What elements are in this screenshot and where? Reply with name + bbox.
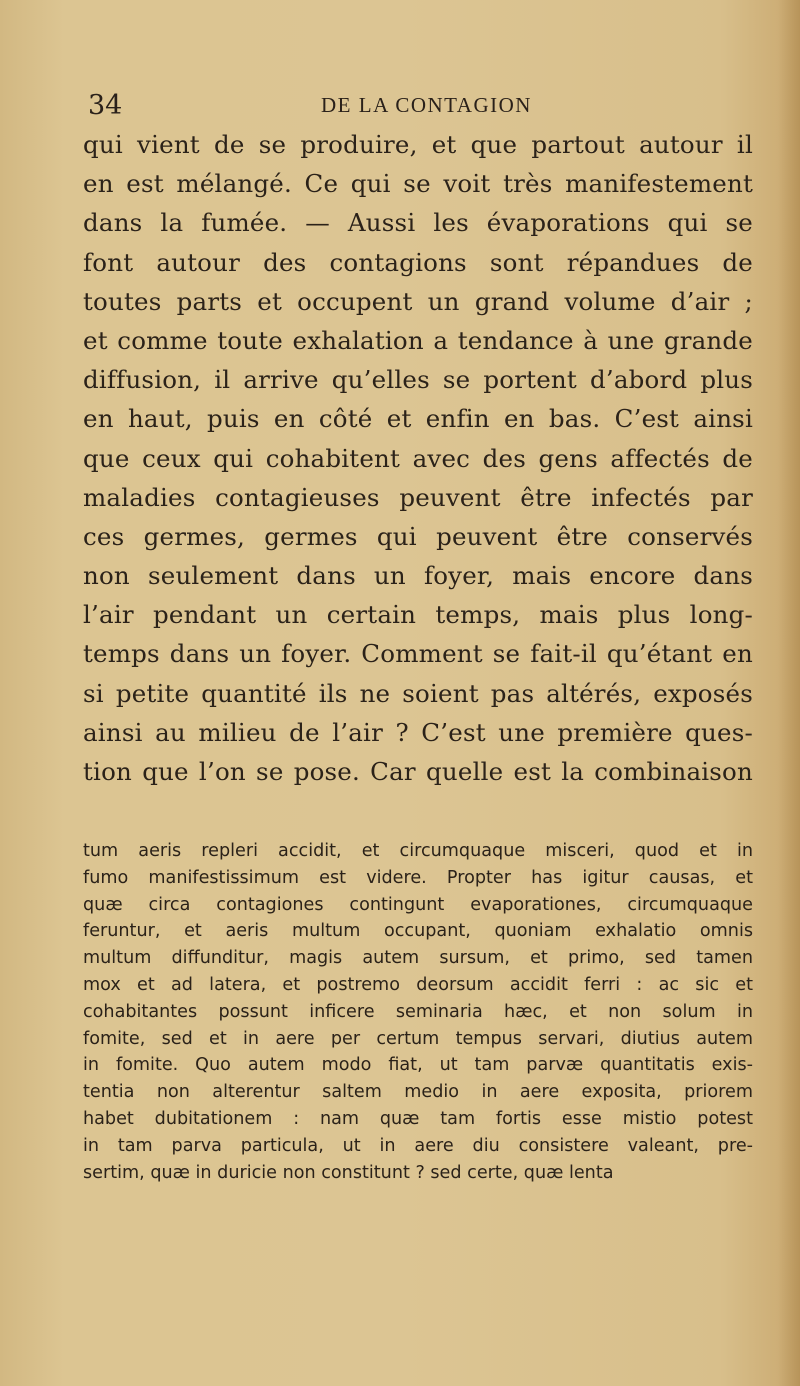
latin-footnote (83, 838, 753, 1186)
main-text-body (83, 125, 753, 791)
body-line: ces germes, germes qui peuvent être conservés (83, 521, 753, 551)
footnote-line: fumo manifestissimum est videre. Propter has igitur causas, et (83, 867, 753, 888)
body-line: l’air pendant un certain temps, mais plus long- (83, 600, 753, 630)
footnote-line: feruntur, et aeris multum occupant, quoniam exhalatio omnis (83, 921, 753, 942)
running-title: DE LA CONTAGION (321, 93, 532, 117)
body-line: que ceux qui cohabitent avec des gens affectés de (83, 443, 753, 473)
running-head (88, 90, 748, 130)
body-line: diffusion, il arrive qu’elles se portent d’abord plus (83, 365, 753, 395)
footnote-line: in tam parva particula, ut in aere diu consistere valeant, pre- (83, 1135, 753, 1156)
footnote-line: tentia non alterentur saltem medio in aere exposita, priorem (83, 1082, 753, 1103)
body-line: en haut, puis en côté et enfin en bas. C’est ainsi (83, 404, 753, 434)
body-line: font autour des contagions sont répandues de (83, 247, 753, 277)
footnote-line: mox et ad latera, et postremo deorsum accidit ferri : ac sic et (83, 974, 753, 995)
body-line: toutes parts et occupent un grand volume d’air ; (83, 286, 753, 316)
page-edge-shadow (778, 0, 800, 1386)
body-line: maladies contagieuses peuvent être infectés par (83, 482, 753, 512)
footnote-line: cohabitantes possunt inficere seminaria hæc, et non solum in (83, 1001, 753, 1022)
footnote-line: fomite, sed et in aere per certum tempus servari, diutius autem (83, 1028, 753, 1049)
body-line: en est mélangé. Ce qui se voit très manifestement (83, 169, 753, 199)
body-line: si petite quantité ils ne soient pas altérés, exposés (83, 678, 753, 708)
footnote-line: quæ circa contagiones contingunt evaporationes, circumquaque (83, 894, 753, 915)
body-line: dans la fumée. — Aussi les évaporations qui se (83, 208, 753, 238)
body-line: et comme toute exhalation a tendance à une grande (83, 325, 753, 355)
body-line: ainsi au milieu de l’air ? C’est une première ques- (83, 717, 753, 747)
body-line: qui vient de se produire, et que partout autour il (83, 130, 753, 159)
footnote-line: sertim, quæ in duricie non constitunt ? sed certe, quæ lenta (83, 1162, 614, 1183)
footnote-line: habet dubitationem : nam quæ tam fortis esse mistio potest (83, 1108, 753, 1129)
body-line: non seulement dans un foyer, mais encore dans (83, 561, 753, 591)
footnote-line: tum aeris repleri accidit, et circumquaque misceri, quod et in (83, 841, 753, 861)
footnote-line: multum diffunditur, magis autem sursum, et primo, sed tamen (83, 948, 753, 969)
footnote-line: in fomite. Quo autem modo fiat, ut tam parvæ quantitatis exis- (83, 1055, 753, 1076)
body-line: tion que l’on se pose. Car quelle est la combinaison (83, 757, 753, 786)
page-number: 34 (88, 90, 123, 121)
body-line: temps dans un foyer. Comment se fait-il qu’étant en (83, 639, 753, 669)
